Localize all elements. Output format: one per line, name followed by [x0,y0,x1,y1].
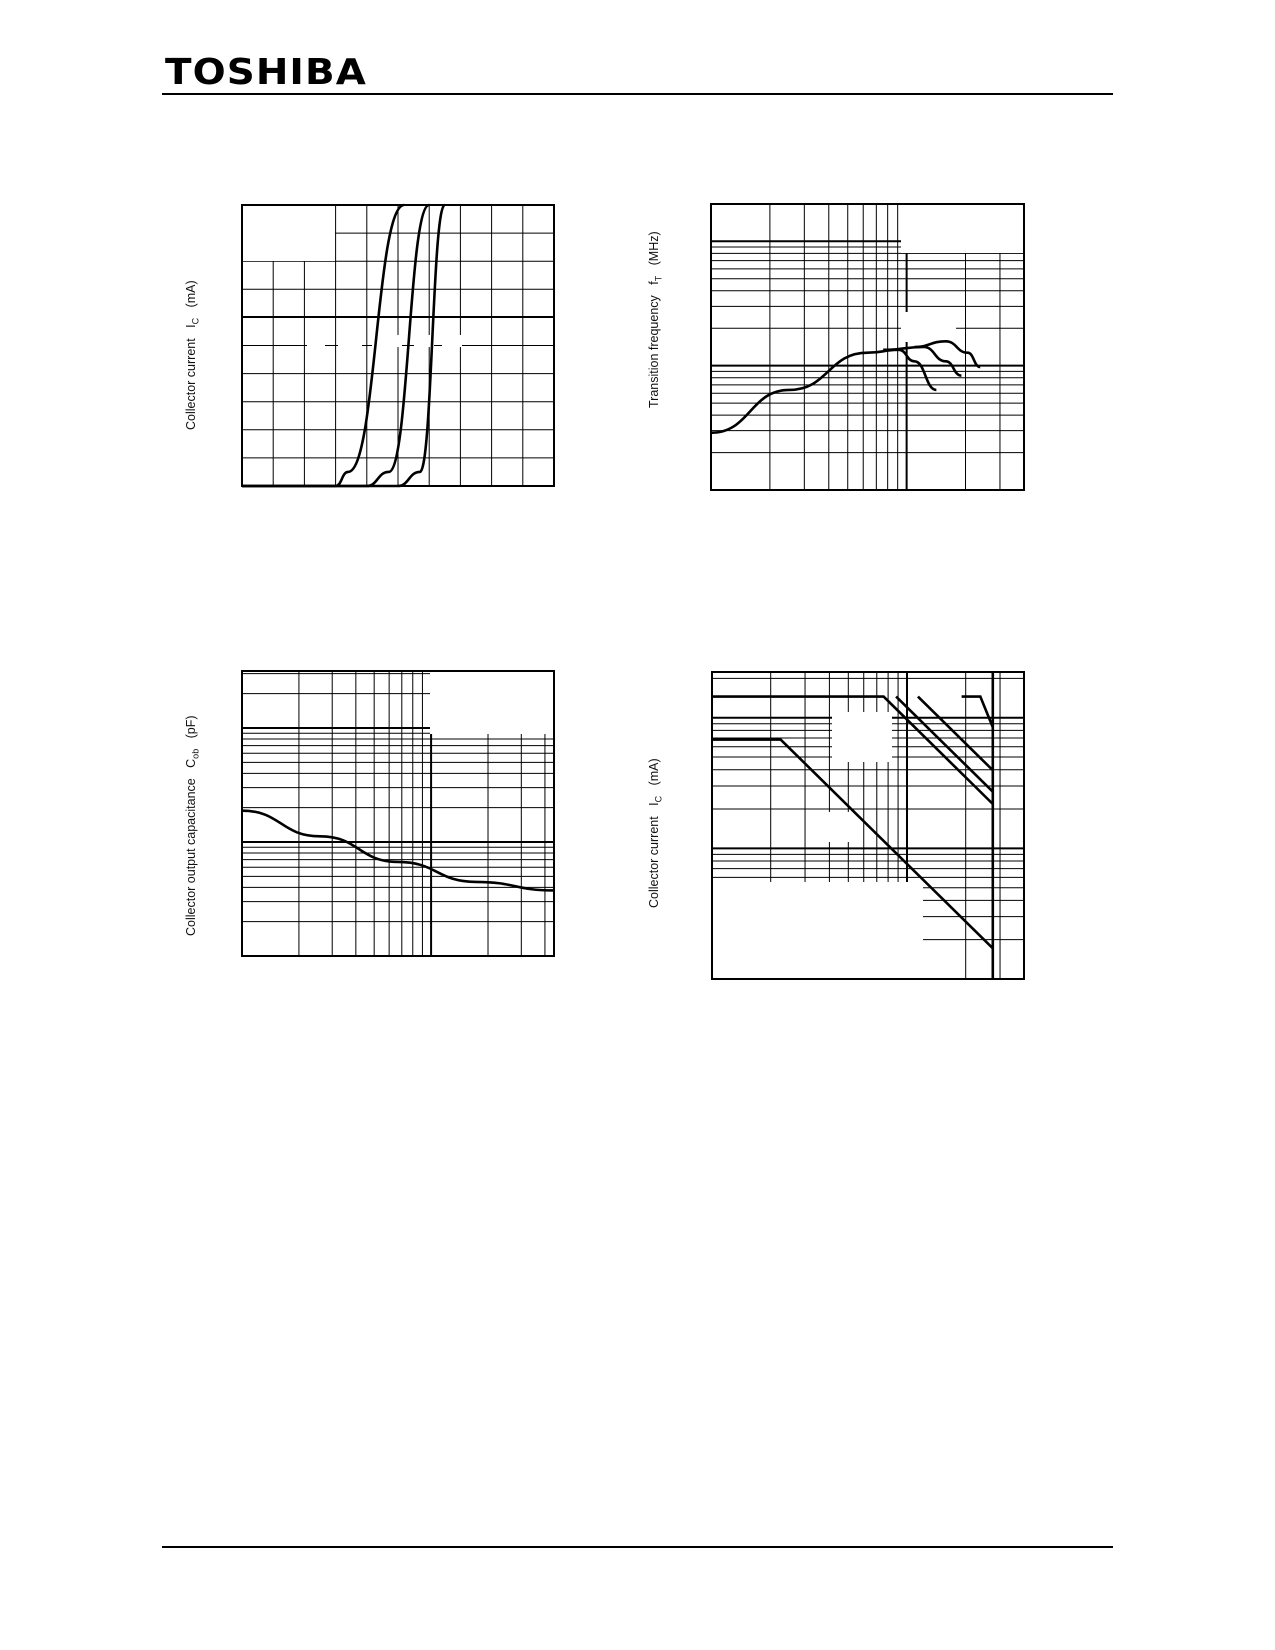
ylabel-soa: Collector current $I_C$ (mA) [647,758,664,908]
label-blank-area [243,206,335,261]
label-blank-area [442,335,462,347]
header-rule [162,93,1113,95]
soa-series-3 [896,697,993,792]
soa-series-4 [918,697,993,771]
cob-vcb-series-1 [242,811,554,891]
ft-ic-series-1 [711,350,936,433]
toshiba-logo: TOSHIBA [165,52,367,93]
label-blank-area [832,712,892,762]
cob-vcb-plot [242,671,554,956]
ylabel-cob-vcb: Collector output capacitance $C_{ob}$ (pF) [184,715,201,936]
ft-ic-series-3 [914,341,980,367]
label-blank-area [822,812,862,842]
cob-vcb-chart [242,671,554,956]
label-blank-area [338,335,362,347]
soa-series-5 [962,697,993,728]
label-blank-area [713,882,923,978]
label-blank-area [430,672,553,734]
ylabel-ft-ic: Transition frequency $f_T$ (MHz) [647,231,664,408]
label-blank-area [307,335,325,347]
ft-ic-chart [711,204,1024,490]
ic-vbe-plot [242,205,554,486]
label-blank-area [901,205,1023,253]
ic-vbe-chart [242,205,554,486]
footer-rule [162,1546,1113,1548]
ft-ic-plot [711,204,1024,490]
soa-plot [712,672,1024,979]
ylabel-ic-vbe: Collector current $I_C$ (mA) [184,280,201,430]
soa-chart [712,672,1024,979]
label-blank-area [901,312,956,342]
